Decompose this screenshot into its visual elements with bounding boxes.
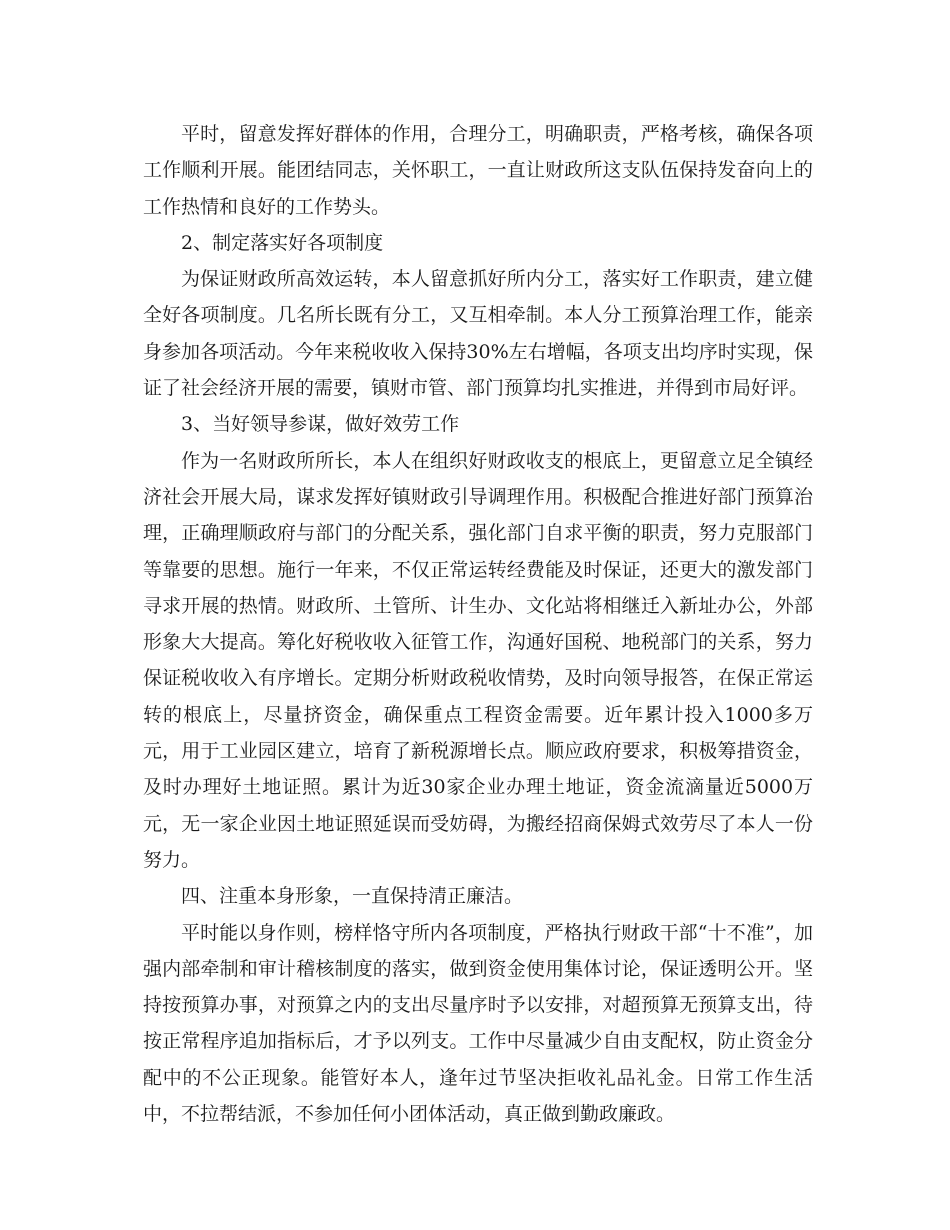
paragraph-teamwork: 平时，留意发挥好群体的作用，合理分工，明确职责，严格考核，确保各项工作顺利开展。能团结同志，关怀职工，一直让财政所这支队伍保持发奋向上的工作热情和良好的工作势头。 [143,123,813,218]
heading-rules: 2、制定落实好各项制度 [181,231,384,254]
document-body [143,116,813,1132]
heading-integrity: 四、注重本身形象，一直保持清正廉洁。 [181,885,524,908]
paragraph-advisor: 作为一名财政所所长，本人在组织好财政收支的根底上，更留意立足全镇经济社会开展大局，谋求发挥好镇财政引导调理作用。积极配合推进好部门预算治理，正确理顺政府与部门的分配关系，强化部门自求平衡的职责，努力克服部门等靠要的思想。施行一年来，不仅正常运转经费能及时保证，还更大的激发部门寻求开展的热情。财政所、土管所、计生办、文化站将相继迁入新址办公，外部形象大大提高。筹化好税收收入征管工作，沟通好国税、地税部门的关系，努力保证税收收入有序增长。定期分析财政税收情势，及时向领导报答，在保正常运转的根底上，尽量挤资金，确保重点工程资金需要。近年累计投入1000多万元，用于工业园区建立，培育了新税源增长点。顺应政府要求，积极筹措资金，及时办理好土地证照。累计为近30家企业办理土地证，资金流滴量近5000万元，无一家企业因土地证照延误而受妨碍，为搬经招商保姆式效劳尽了本人一份努力。 [143,449,813,871]
heading-advisor: 3、当好领导参谋，做好效劳工作 [181,413,460,436]
paragraph-rules: 为保证财政所高效运转，本人留意抓好所内分工，落实好工作职责，建立健全好各项制度。几名所长既有分工，又互相牵制。本人分工预算治理工作，能亲身参加各项活动。今年来税收收入保持30%左右增幅，各项支出均序时实现，保证了社会经济开展的需要，镇财市管、部门预算均扎实推进，并得到市局好评。 [143,268,813,400]
paragraph-integrity: 平时能以身作则，榜样恪守所内各项制度，严格执行财政干部“十不准”，加强内部牵制和审计稽核制度的落实，做到资金使用集体讨论，保证透明公开。坚持按预算办事，对预算之内的支出尽量序时予以安排，对超预算无预算支出，待按正常程序追加指标后，才予以列支。工作中尽量减少自由支配权，防止资金分配中的不公正现象。能管好本人，逢年过节坚决拒收礼品礼金。日常工作生活中，不拉帮结派，不参加任何小团体活动，真正做到勤政廉政。 [143,921,813,1126]
